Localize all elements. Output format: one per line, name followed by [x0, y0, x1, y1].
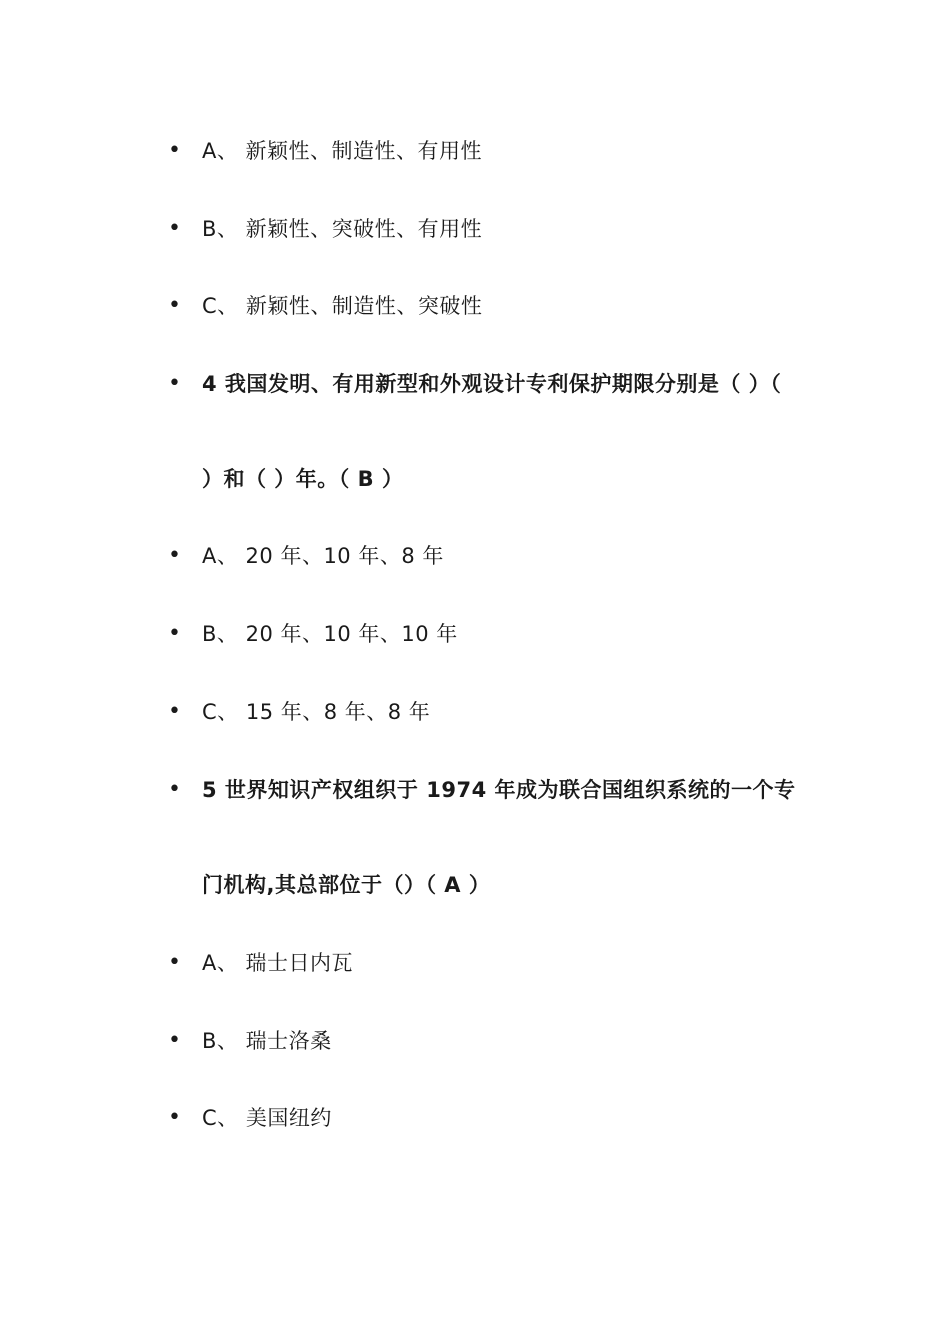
bullet: •	[168, 950, 181, 975]
option-text: C、 15 年、8 年、8 年	[202, 700, 431, 724]
bullet: •	[168, 293, 181, 318]
question-text: 4 我国发明、有用新型和外观设计专利保护期限分别是（ ）（	[202, 372, 782, 396]
question-text-continuation: 门机构,其总部位于（）（ A ）	[202, 873, 491, 897]
bullet: •	[168, 216, 181, 241]
bullet: •	[168, 777, 181, 802]
bullet: •	[168, 543, 181, 568]
option-text: B、 新颖性、突破性、有用性	[202, 217, 483, 241]
option-text: C、 新颖性、制造性、突破性	[202, 294, 483, 318]
option-text: B、 瑞士洛桑	[202, 1029, 332, 1053]
bullet: •	[168, 699, 181, 724]
question-text: 5 世界知识产权组织于 1974 年成为联合国组织系统的一个专	[202, 778, 796, 802]
option-text: A、 瑞士日内瓦	[202, 951, 354, 975]
bullet: •	[168, 621, 181, 646]
option-text: A、 20 年、10 年、8 年	[202, 544, 444, 568]
bullet: •	[168, 138, 181, 163]
option-text: C、 美国纽约	[202, 1106, 332, 1130]
option-text: B、 20 年、10 年、10 年	[202, 622, 458, 646]
bullet: •	[168, 371, 181, 396]
option-text: A、 新颖性、制造性、有用性	[202, 139, 483, 163]
bullet: •	[168, 1105, 181, 1130]
bullet: •	[168, 1028, 181, 1053]
question-text-continuation: ）和（ ）年。（ B ）	[202, 467, 404, 491]
